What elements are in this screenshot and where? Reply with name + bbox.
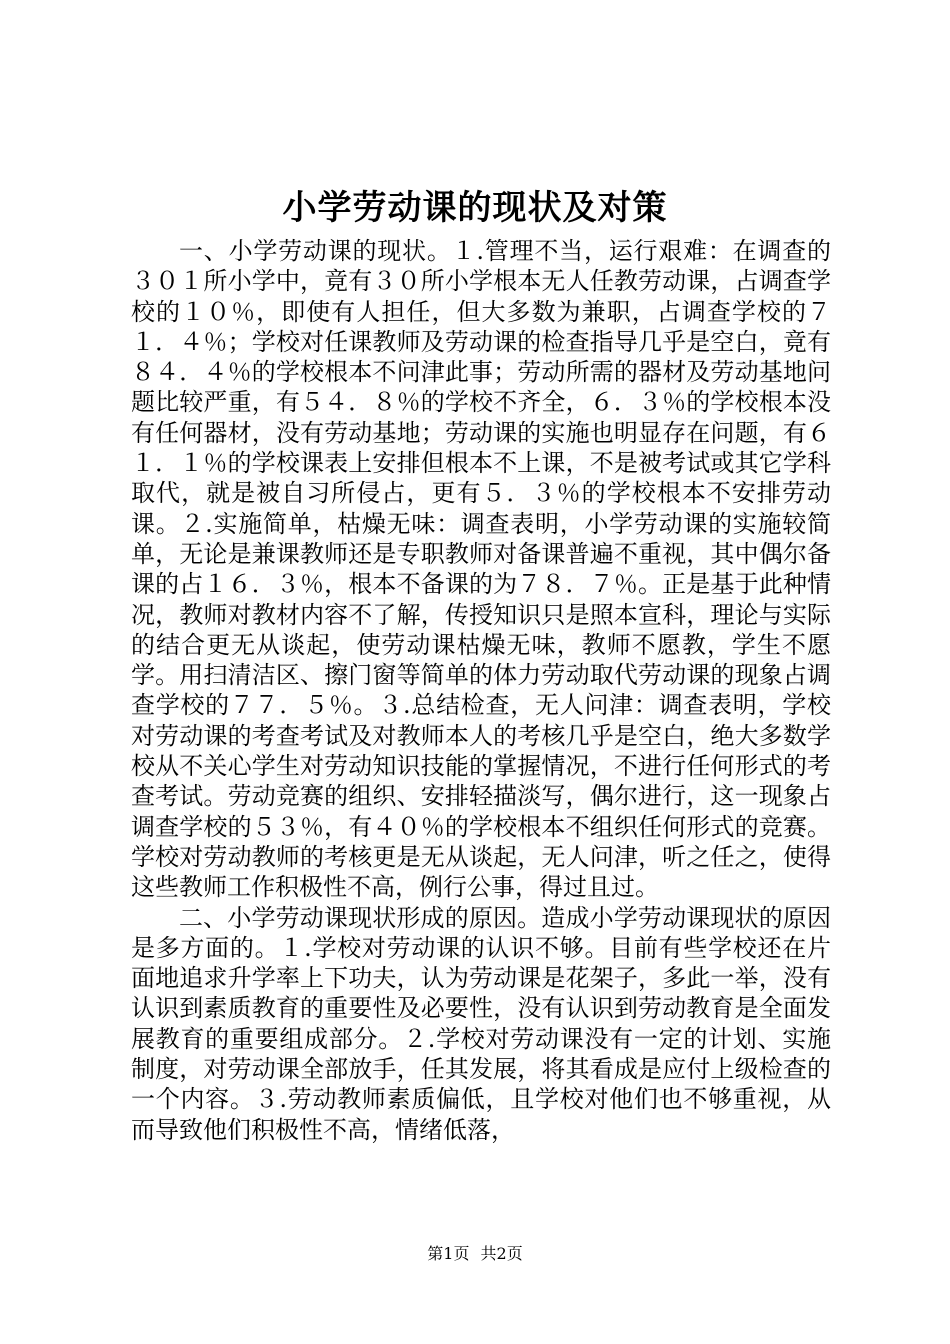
page-number: 第1页 [427, 1244, 470, 1263]
document-title: 小学劳动课的现状及对策 [282, 188, 668, 228]
document-body [131, 236, 831, 1145]
paragraph-current-situation: 一、小学劳动课的现状。１.管理不当，运行艰难：在调查的３０１所小学中，竟有３０所小学根本无人任教劳动课，占调查学校的１０％，即使有人担任，但大多数为兼职，占调查学校的７１．４％；学校对任课教师及劳动课的检查指导几乎是空白，竟有８４．４％的学校根本不问津此事；劳动所需的器材及劳动基地问题比较严重，有５４．８％的学校不齐全，６．３％的学校根本没有任何器材，没有劳动基地；劳动课的实施也明显存在问题，有６１．１％的学校课表上安排但根本不上课，不是被考试或其它学科取代，就是被自习所侵占，更有５．３％的学校根本不安排劳动课。２.实施简单，枯燥无味：调查表明，小学劳动课的实施较简单，无论是兼课教师还是专职教师对备课普遍不重视，其中偶尔备课的占１６．３％，根本不备课的为７８．７％。正是基于此种情况，教师对教材内容不了解，传授知识只是照本宣科，理论与实际的结合更无从谈起，使劳动课枯燥无味，教师不愿教，学生不愿学。用扫清洁区、擦门窗等简单的体力劳动取代劳动课的现象占调查学校的７７．５％。３.总结检查，无人问津：调查表明，学校对劳动课的考查考试及对教师本人的考核几乎是空白，绝大多数学校从不关心学生对劳动知识技能的掌握情况，不进行任何形式的考查考试。劳动竞赛的组织、安排轻描淡写，偶尔进行，这一现象占调查学校的５３％，有４０％的学校根本不组织任何形式的竞赛。学校对劳动教师的考核更是无从谈起，无人问津，听之任之，使得这些教师工作积极性不高，例行公事，得过且过。 [131, 237, 831, 902]
page-total: 共2页 [480, 1244, 523, 1263]
page-footer [0, 1243, 950, 1265]
paragraph-causes: 二、小学劳动课现状形成的原因。造成小学劳动课现状的原因是多方面的。１.学校对劳动课的认识不够。目前有些学校还在片面地追求升学率上下功夫，认为劳动课是花架子，多此一举，没有认识到素质教育的重要性及必要性，没有认识到劳动教育是全面发展教育的重要组成部分。２.学校对劳动课没有一定的计划、实施制度，对劳动课全部放手，任其发展，将其看成是应付上级检查的一个内容。３.劳动教师素质偏低，且学校对他们也不够重视，从而导致他们积极性不高，情绪低落， [131, 903, 831, 1144]
